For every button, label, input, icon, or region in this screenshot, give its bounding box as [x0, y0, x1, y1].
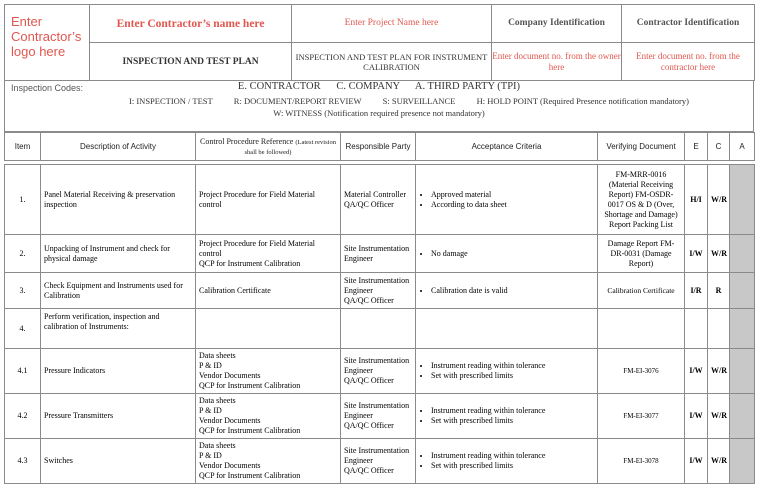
row-criteria: [416, 309, 598, 349]
table-row: [5, 439, 755, 484]
row-a: [730, 273, 755, 309]
table-header-row: [5, 133, 755, 161]
table-row: [5, 165, 755, 235]
party-line: Site Instrumentation Engineer: [344, 356, 410, 375]
row-party: [341, 394, 416, 439]
procedure-line: QCP for Instrument Calibration: [199, 258, 301, 268]
col-procedure-label: Control Procedure Reference: [200, 136, 294, 146]
row-description: Panel Material Receiving & preservation inspection: [41, 165, 196, 235]
table-row: [5, 394, 755, 439]
criteria-item: • Set with prescribed limits: [431, 416, 594, 426]
table-row: [5, 273, 755, 309]
procedure-line: Project Procedure for Field Material control: [199, 238, 315, 258]
witness-code: W: WITNESS (Notification required presence not mandatory): [273, 108, 485, 118]
col-e: E: [685, 133, 708, 161]
plan-subtitle: INSPECTION AND TEST PLAN FOR INSTRUMENT CALIBRATION: [292, 43, 492, 81]
row-criteria: [416, 165, 598, 235]
procedure-line: Vendor Documents: [199, 371, 261, 380]
party-line: QA/QC Officer: [344, 466, 394, 475]
party-line: QA/QC Officer: [344, 376, 394, 385]
table-row: [5, 235, 755, 273]
row-description: Pressure Transmitters: [41, 394, 196, 439]
itp-table: [4, 132, 755, 484]
row-a: [730, 235, 755, 273]
procedure-line: Data sheets: [199, 396, 236, 405]
party-line: Site Instrumentation Engineer: [344, 275, 410, 295]
row-e: [685, 309, 708, 349]
project-name: Enter Project Name here: [292, 5, 492, 43]
row-c: [708, 309, 730, 349]
party-line: QA/QC Officer: [344, 295, 394, 305]
procedure-line: Vendor Documents: [199, 416, 261, 425]
contractor-identification-title: Contractor Identification: [622, 5, 755, 43]
criteria-item: • Approved material: [431, 190, 594, 200]
col-procedure-note: (Latest revision shall be followed): [244, 138, 336, 156]
criteria-item: • According to data sheet: [431, 200, 594, 210]
row-a: [730, 309, 755, 349]
row-c: W/R: [708, 349, 730, 394]
row-procedure: [196, 165, 341, 235]
owner-document-number: Enter document no. from the owner here: [492, 43, 622, 81]
row-party: [341, 273, 416, 309]
col-description: Description of Activity: [41, 133, 196, 161]
row-description: Unpacking of Instrument and check for physical damage: [41, 235, 196, 273]
criteria-item: • Set with prescribed limits: [431, 461, 594, 471]
criteria-item: • Instrument reading within tolerance: [431, 451, 594, 461]
row-e: I/W: [685, 439, 708, 484]
itp-document: [4, 4, 754, 484]
party-line: Material Controller: [344, 189, 406, 199]
contractor-document-number: Enter document no. from the contractor here: [622, 43, 755, 81]
row-procedure: [196, 235, 341, 273]
row-a: [730, 165, 755, 235]
row-party: [341, 349, 416, 394]
row-verifying: FM-EI-3078: [598, 439, 685, 484]
row-verifying: FM-EI-3076: [598, 349, 685, 394]
col-item: Item: [5, 133, 41, 161]
row-verifying: [598, 309, 685, 349]
document-header: [4, 4, 755, 81]
row-description: Perform verification, inspection and calibration of Instruments:: [41, 309, 196, 349]
row-a: [730, 349, 755, 394]
plan-title: INSPECTION AND TEST PLAN: [90, 43, 292, 81]
procedure-line: P & ID: [199, 361, 222, 370]
row-procedure: [196, 349, 341, 394]
row-verifying: FM-EI-3077: [598, 394, 685, 439]
col-criteria: Acceptance Criteria: [416, 133, 598, 161]
party-codes: E. CONTRACTOR C. COMPANY A. THIRD PARTY (TPI): [237, 81, 521, 92]
procedure-line: QCP for Instrument Calibration: [199, 471, 301, 480]
procedure-line: QCP for Instrument Calibration: [199, 381, 301, 390]
party-line: QA/QC Officer: [344, 421, 394, 430]
row-e: I/W: [685, 349, 708, 394]
procedure-line: Vendor Documents: [199, 461, 261, 470]
row-description: Check Equipment and Instruments used for Calibration: [41, 273, 196, 309]
row-procedure: [196, 309, 341, 349]
row-verifying: FM-MRR-0016 (Material Receiving Report) FM-OSDR-0017 OS & D (Over, Shortage and Damage) Report Packing List: [598, 165, 685, 235]
row-item: 2.: [5, 235, 41, 273]
table-row: [5, 349, 755, 394]
row-c: W/R: [708, 394, 730, 439]
procedure-line: P & ID: [199, 451, 222, 460]
row-item: 4.3: [5, 439, 41, 484]
criteria-item: • Set with prescribed limits: [431, 371, 594, 381]
row-criteria: [416, 394, 598, 439]
row-c: W/R: [708, 235, 730, 273]
col-party: Responsible Party: [341, 133, 416, 161]
row-procedure: [196, 394, 341, 439]
table-row: [5, 309, 755, 349]
row-item: 4.2: [5, 394, 41, 439]
criteria-item: • Instrument reading within tolerance: [431, 406, 594, 416]
criteria-item: • Instrument reading within tolerance: [431, 361, 594, 371]
row-verifying: Calibration Certificate: [598, 273, 685, 309]
row-c: R: [708, 273, 730, 309]
row-e: I/W: [685, 235, 708, 273]
row-c: W/R: [708, 165, 730, 235]
contractor-logo-placeholder: Enter Contractor’s logo here: [5, 5, 90, 81]
row-c: W/R: [708, 439, 730, 484]
row-criteria: [416, 235, 598, 273]
col-procedure: [196, 133, 341, 161]
row-procedure: [196, 439, 341, 484]
activity-codes: I: INSPECTION / TEST R: DOCUMENT/REPORT REVIEW S: SURVEILLANCE H: HOLD POINT (Required Presence notification mandatory): [129, 96, 689, 106]
col-verifying: Verifying Document: [598, 133, 685, 161]
row-verifying: Damage Report FM-DR-0031 (Damage Report): [598, 235, 685, 273]
procedure-line: Data sheets: [199, 441, 236, 450]
procedure-line: Data sheets: [199, 351, 236, 360]
row-item: 1.: [5, 165, 41, 235]
party-line: Site Instrumentation Engineer: [344, 401, 410, 420]
row-item: 4.1: [5, 349, 41, 394]
row-criteria: [416, 349, 598, 394]
criteria-item: • No damage: [431, 249, 594, 259]
row-party: Site Instrumentation Engineer: [341, 235, 416, 273]
row-party: [341, 439, 416, 484]
row-description: Pressure Indicators: [41, 349, 196, 394]
inspection-codes: [4, 81, 754, 132]
row-procedure: Calibration Certificate: [196, 273, 341, 309]
row-e: I/R: [685, 273, 708, 309]
row-criteria: [416, 439, 598, 484]
row-description: Switches: [41, 439, 196, 484]
row-a: [730, 439, 755, 484]
row-party: [341, 309, 416, 349]
col-a: A: [730, 133, 755, 161]
company-identification-title: Company Identification: [492, 5, 622, 43]
row-e: H/I: [685, 165, 708, 235]
row-criteria: [416, 273, 598, 309]
inspection-codes-label: Inspection Codes:: [11, 83, 84, 93]
row-a: [730, 394, 755, 439]
procedure-line: QCP for Instrument Calibration: [199, 426, 301, 435]
criteria-item: • Calibration date is valid: [431, 286, 594, 296]
contractor-name: Enter Contractor’s name here: [90, 5, 292, 43]
procedure-line: P & ID: [199, 406, 222, 415]
row-e: I/W: [685, 394, 708, 439]
row-item: 3.: [5, 273, 41, 309]
row-party: [341, 165, 416, 235]
procedure-line: Project Procedure for Field Material control: [199, 189, 315, 209]
row-item: 4.: [5, 309, 41, 349]
party-line: QA/QC Officer: [344, 199, 394, 209]
party-line: Site Instrumentation Engineer: [344, 446, 410, 465]
col-c: C: [708, 133, 730, 161]
